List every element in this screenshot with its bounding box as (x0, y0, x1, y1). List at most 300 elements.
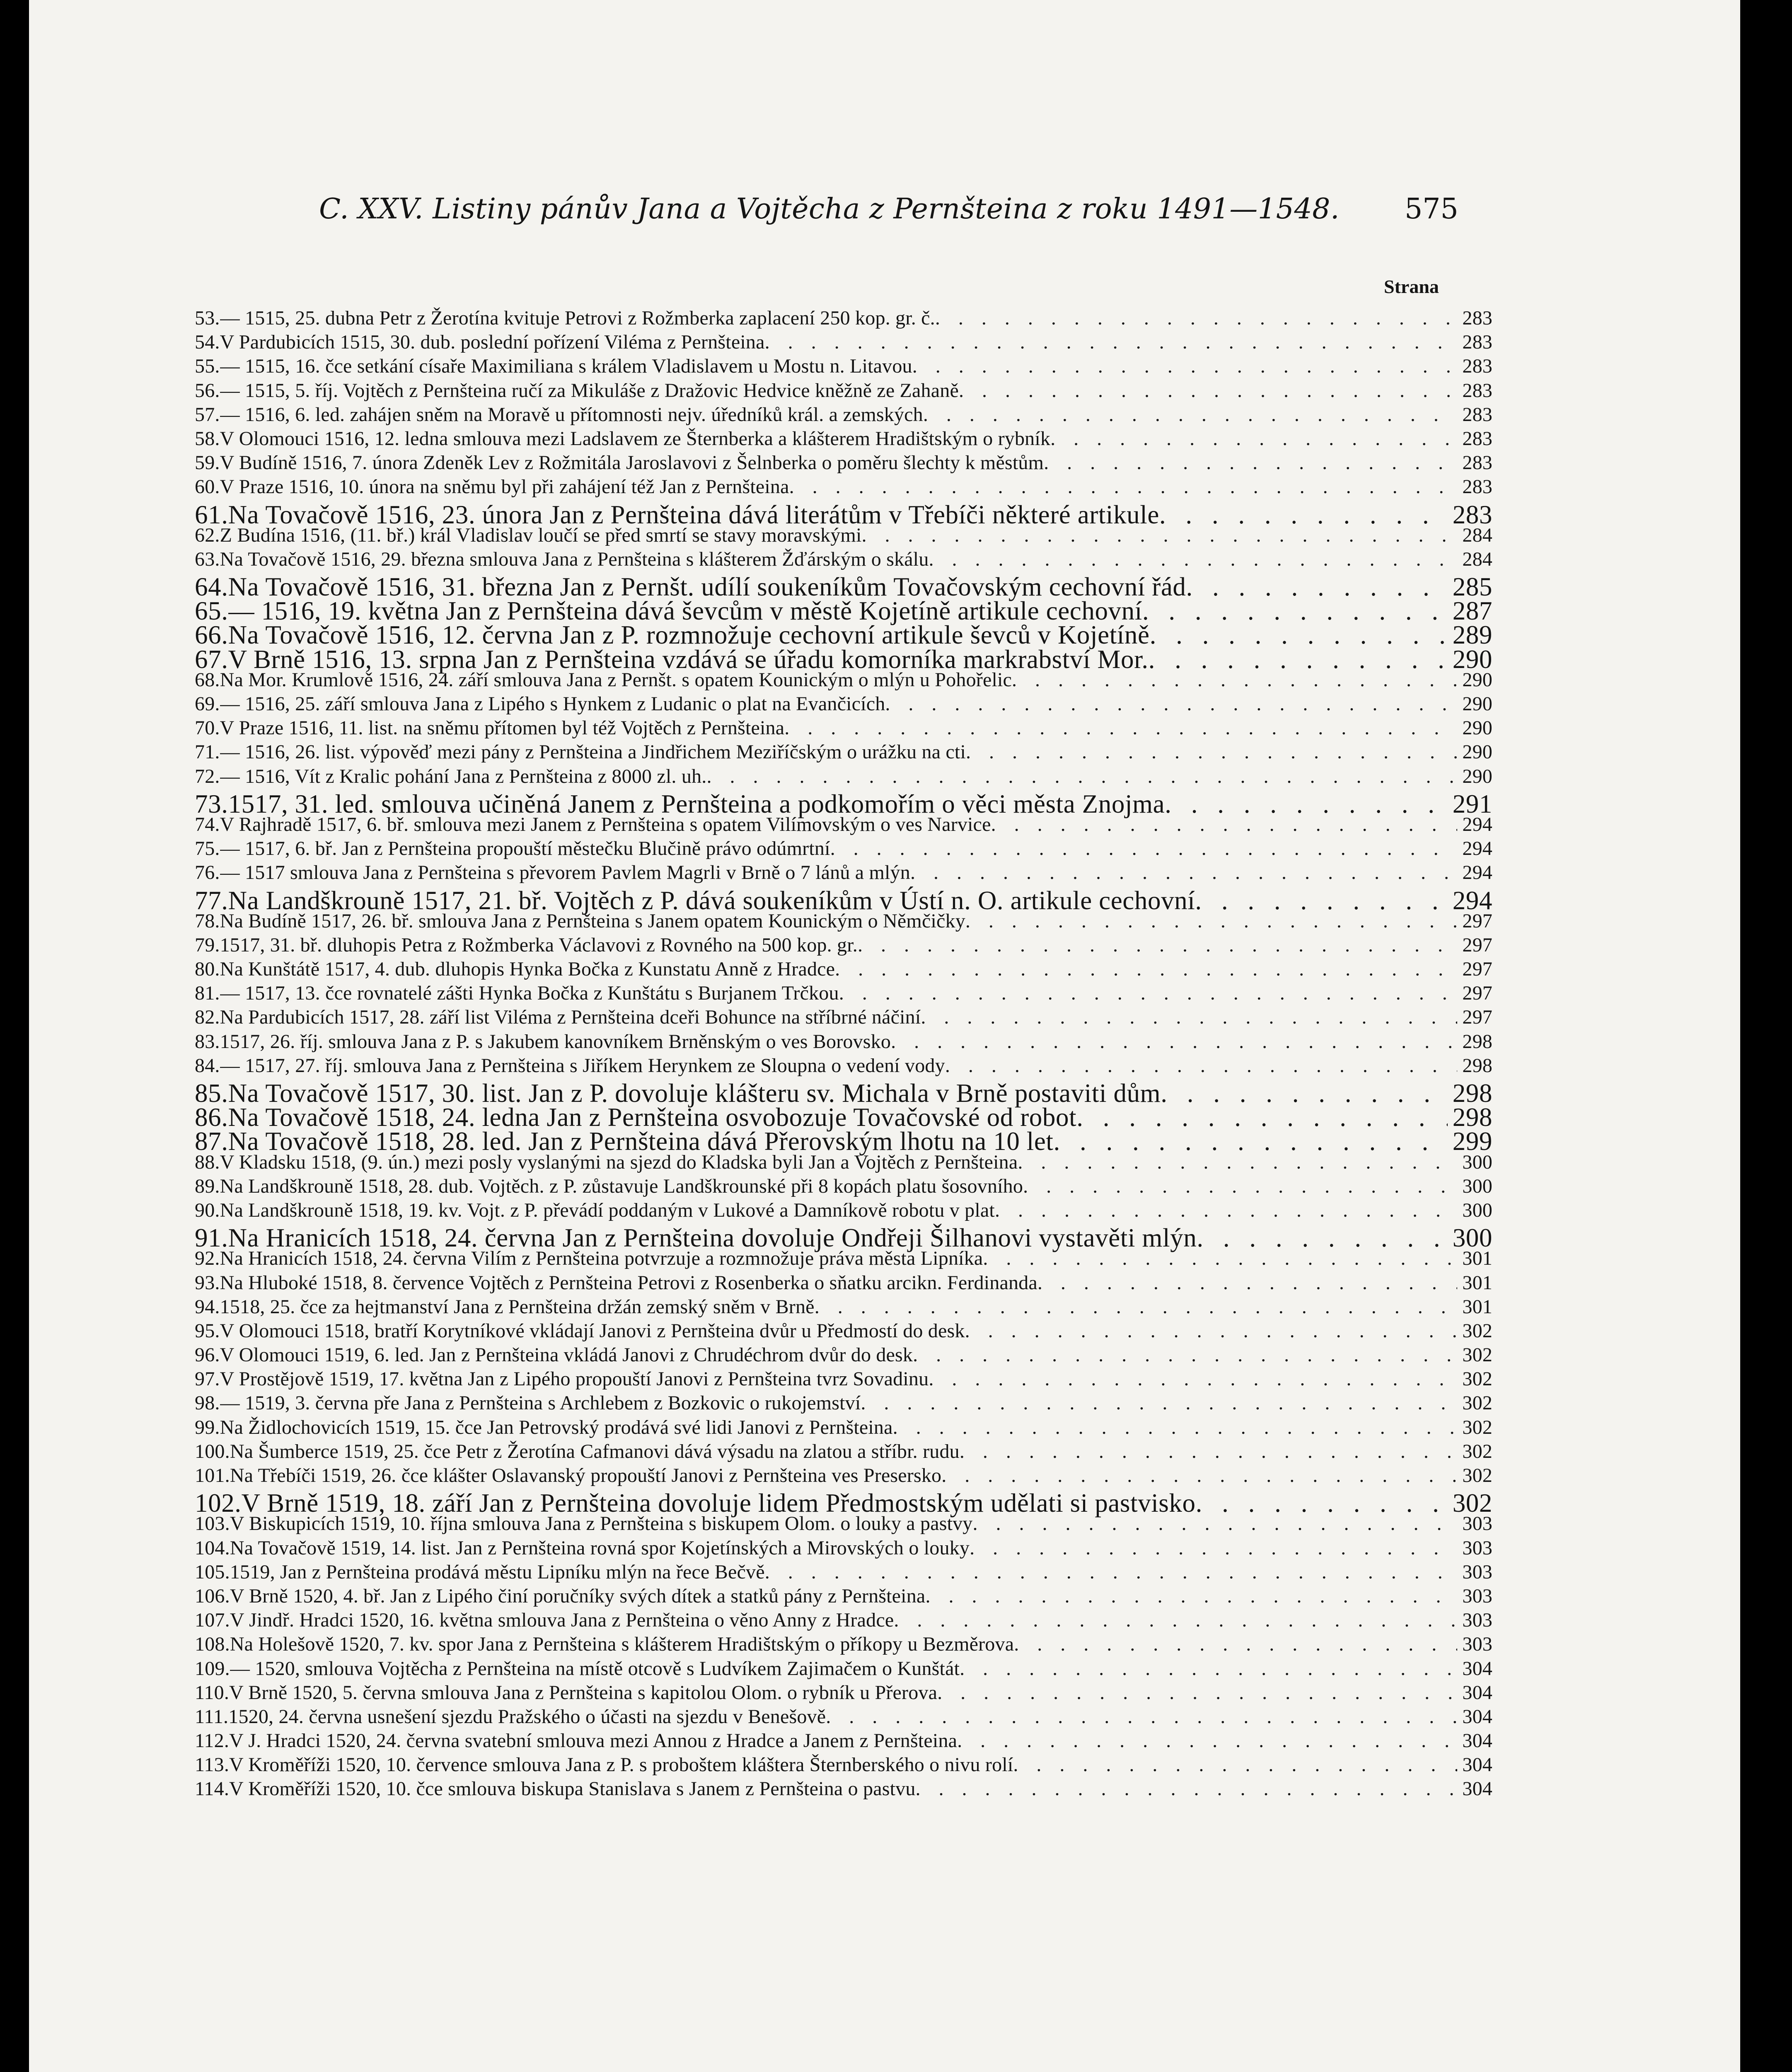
entry-text: Na Landškrouně 1518, 28. dub. Vojtěch. z P. zůstavuje Landškrounské při 8 kopách platu šosovního (220, 1175, 1023, 1197)
entry-number: 91. (195, 1223, 228, 1253)
entry-page: 298 (1452, 1103, 1492, 1132)
entry-number: 107. (195, 1609, 230, 1631)
toc-entry (195, 1295, 1492, 1319)
entry-text: Na Hluboké 1518, 8. července Vojtěch z Pernšteina Petrovi z Rosenberka o sňatku arcikn. Ferdinanda (220, 1271, 1037, 1294)
toc-entry (195, 1729, 1492, 1753)
dot-leader (965, 1319, 1458, 1342)
entry-page: 304 (1462, 1705, 1492, 1728)
entry-text: V J. Hradci 1520, 24. června svatební smlouva mezi Annou z Hradce a Janem z Pernšteina (229, 1730, 958, 1752)
entry-text: Na Šumberce 1519, 25. čce Petr z Žerotína Cafmanovi dává výsadu na zlatou a stříbr. rudu (230, 1440, 960, 1462)
dot-leader (861, 1392, 1457, 1414)
toc-entry (195, 668, 1492, 692)
dot-leader (891, 1030, 1457, 1053)
dot-leader (921, 1006, 1457, 1029)
entry-text: 1517, 26. říj. smlouva Jana z P. s Jakubem kanovníkem Brněnským o ves Borovsko (220, 1030, 891, 1053)
entry-number: 78. (195, 910, 220, 932)
entry-number: 53. (195, 307, 220, 329)
entry-page: 302 (1462, 1392, 1492, 1414)
entry-page: 299 (1452, 1127, 1492, 1156)
dot-leader (1023, 1175, 1457, 1198)
toc-entry (195, 403, 1492, 427)
entry-text: Na Tovačově 1517, 30. list. Jan z P. dovoluje klášteru sv. Michala v Brně postaviti dům (228, 1079, 1161, 1108)
dot-leader (861, 524, 1457, 547)
entry-number: 83. (195, 1030, 220, 1053)
entry-number: 106. (195, 1585, 230, 1607)
entry-page: 298 (1462, 1030, 1492, 1053)
entry-page: 294 (1452, 886, 1492, 915)
toc-entry (195, 741, 1492, 765)
entry-text: 1519, Jan z Pernšteina prodává městu Lipníku mlýn na řece Bečvě (230, 1561, 765, 1583)
entry-number: 57. (195, 403, 220, 426)
toc-entry (195, 1633, 1492, 1657)
entry-text: Na Židlochovicích 1519, 15. čce Jan Petrovský prodává své lidi Janovi z Pernšteina (220, 1416, 893, 1438)
entry-page: 283 (1462, 403, 1492, 426)
entry-number: 108. (195, 1633, 230, 1656)
toc-entry (195, 1368, 1492, 1392)
entry-text: Na Landškrouně 1517, 21. bř. Vojtěch z P. dává soukeníkům v Ústí n. O. artikule cechovní (228, 886, 1195, 915)
toc-entry (195, 1078, 1492, 1108)
entry-text: Na Budíně 1517, 26. bř. smlouva Jana z Pernšteina s Janem opatem Kounickým o Němčičky (220, 910, 965, 932)
entry-number: 76. (195, 862, 220, 884)
dot-leader (1018, 1151, 1457, 1174)
entry-text: V Brně 1520, 5. června smlouva Jana z Pernšteina s kapitolou Olom. o rybník u Přerova (229, 1681, 938, 1704)
entry-number: 114. (195, 1778, 230, 1800)
entry-text: V Biskupicích 1519, 10. října smlouva Jana z Pernšteina s biskupem Olom. o louky a pastvy (230, 1513, 973, 1535)
entry-number: 70. (195, 717, 220, 739)
toc-entry (195, 1102, 1492, 1132)
dot-leader (973, 1512, 1458, 1535)
entry-number: 95. (195, 1319, 220, 1342)
entry-page: 300 (1452, 1223, 1492, 1253)
toc-entry (195, 1488, 1492, 1518)
entry-text: — 1516, 6. led. zahájen sněm na Moravě u přítomnosti nejv. úředníků král. a zemských (220, 403, 923, 426)
toc-entry (195, 500, 1492, 529)
dot-leader (913, 1343, 1457, 1366)
entry-page: 303 (1462, 1633, 1492, 1656)
entry-text: — 1515, 25. dubna Petr z Žerotína kvituje Petrovi z Rožmberka zaplacení 250 kop. gr. č. (220, 307, 935, 329)
entry-page: 297 (1462, 1006, 1492, 1029)
entry-number: 82. (195, 1006, 220, 1029)
entry-page: 304 (1462, 1681, 1492, 1704)
dot-leader (929, 1368, 1457, 1390)
entry-text: Z Budína 1516, (11. bř.) král Vladislav loučí se před smrtí se stavy moravskými (220, 524, 862, 546)
entry-number: 59. (195, 452, 220, 474)
entry-number: 86. (195, 1103, 228, 1132)
entry-text: Na Tovačově 1516, 12. června Jan z P. rozmnožuje cechovní artikule ševců v Kojetíně (228, 620, 1150, 650)
entry-text: Na Pardubicích 1517, 28. září list Viléma z Pernšteina dceři Bohunce na stříbrné náčiní (220, 1006, 921, 1029)
toc-entry (195, 355, 1492, 379)
dot-leader (1037, 1271, 1458, 1294)
dot-leader (925, 1585, 1457, 1607)
entry-text: Na Tovačově 1516, 23. února Jan z Pernšteina dává literátům v Třebíči některé artikule (228, 500, 1159, 529)
dot-leader (960, 1657, 1457, 1680)
entry-page: 284 (1462, 524, 1492, 546)
toc-entry (195, 1151, 1492, 1175)
dot-leader (1050, 427, 1457, 450)
entry-number: 97. (195, 1368, 220, 1390)
entry-number: 94. (195, 1295, 220, 1318)
entry-number: 101. (195, 1464, 230, 1486)
entry-page: 283 (1452, 500, 1492, 529)
entry-page: 284 (1462, 548, 1492, 570)
dot-leader (1014, 1633, 1457, 1656)
entry-page: 294 (1462, 813, 1492, 835)
toc-entry (195, 1006, 1492, 1030)
toc-entry (195, 716, 1492, 741)
dot-leader (965, 910, 1458, 932)
entry-page: 297 (1462, 982, 1492, 1005)
entry-page: 290 (1452, 644, 1492, 674)
entry-text: — 1516, 25. září smlouva Jana z Lipého s Hynkem z Ludanic o plat na Evančicích (220, 693, 885, 715)
entry-number: 112. (195, 1730, 230, 1752)
entry-page: 283 (1462, 307, 1492, 329)
entry-page: 303 (1462, 1513, 1492, 1535)
entry-text: V Brně 1520, 4. bř. Jan z Lipého činí poručníky svých dítek a statků pány z Pernšteina (230, 1585, 926, 1607)
toc-entry (195, 524, 1492, 548)
entry-text: V Brně 1519, 18. září Jan z Pernšteina dovoluje lidem Předmostským udělati si pastvisko (241, 1489, 1196, 1518)
entry-number: 71. (195, 741, 220, 763)
dot-leader (858, 934, 1457, 956)
entry-page: 304 (1462, 1730, 1492, 1752)
entry-text: Na Tovačově 1516, 31. března Jan z Pernšt. udílí soukeníkům Tovačovským cechovní řád (228, 572, 1186, 602)
entry-number: 96. (195, 1344, 220, 1366)
toc-entry (195, 1440, 1492, 1464)
entry-page: 303 (1462, 1609, 1492, 1631)
entry-text: 1520, 24. června usnešení sjezdu Pražského o účasti na sjezdu v Benešově (228, 1705, 826, 1728)
dot-leader (966, 741, 1457, 763)
entry-page: 303 (1462, 1585, 1492, 1607)
toc-entry (195, 1585, 1492, 1609)
entry-number: 100. (195, 1440, 230, 1462)
entry-number: 104. (195, 1537, 230, 1559)
entry-number: 85. (195, 1079, 228, 1108)
entry-page: 304 (1462, 1778, 1492, 1800)
entry-number: 58. (195, 427, 220, 450)
dot-leader (765, 1561, 1458, 1583)
entry-page: 294 (1462, 862, 1492, 884)
toc-entry (195, 1609, 1492, 1633)
toc-entry (195, 1464, 1492, 1488)
entry-text: — 1519, 3. června pře Jana z Pernšteina s Archlebem z Bozkovic o rukojemství (220, 1392, 861, 1414)
entry-number: 61. (195, 500, 228, 529)
entry-page: 291 (1452, 789, 1492, 818)
entry-text: — 1516, 19. května Jan z Pernšteina dává ševcům v městě Kojetíně artikule cechovní (228, 596, 1142, 626)
entry-number: 56. (195, 379, 220, 402)
entry-text: — 1517 smlouva Jana z Pernšteina s převorem Pavlem Magrli v Brně o 7 lánů a mlýn (220, 862, 910, 884)
entry-number: 90. (195, 1199, 220, 1221)
entry-page: 285 (1452, 572, 1492, 602)
page-number: 575 (1405, 193, 1458, 225)
entry-number: 111. (195, 1705, 229, 1728)
toc-entry (195, 1705, 1492, 1729)
entry-page: 303 (1462, 1537, 1492, 1559)
entry-page: 283 (1462, 355, 1492, 378)
toc-entry (195, 1030, 1492, 1054)
entry-text: V Olomouci 1519, 6. led. Jan z Pernšteina vkládá Janovi z Chrudéchrom dvůr do desk (220, 1344, 913, 1366)
toc-entry (195, 1343, 1492, 1368)
toc-entry (195, 644, 1492, 674)
entry-text: — 1515, 16. čce setkání císaře Maximiliana s králem Vladislavem u Mostu n. Litavou (220, 355, 912, 378)
entry-text: V Olomouci 1518, bratří Korytníkové vkládají Janovi z Pernšteina dvůr u Předmostí do desk (220, 1319, 965, 1342)
toc-entry (195, 475, 1492, 499)
entry-text: Na Hranicích 1518, 24. června Jan z Pernšteina dovoluje Ondřeji Šilhanovi vystavěti mlýn (228, 1223, 1197, 1253)
entry-page: 283 (1462, 452, 1492, 474)
entry-text: — 1517, 6. bř. Jan z Pernšteina propouští městečku Blučině právo odúmrtní (220, 838, 830, 860)
toc-entry (195, 620, 1492, 650)
dot-leader (960, 1440, 1458, 1463)
toc-entry (195, 789, 1492, 818)
entry-page: 297 (1462, 934, 1492, 956)
book-page (29, 0, 1740, 2072)
dot-leader (765, 331, 1458, 353)
dot-leader (941, 1464, 1457, 1487)
dot-leader (815, 1295, 1458, 1318)
dot-leader (945, 1054, 1458, 1077)
entry-number: 74. (195, 813, 220, 835)
entry-text: V Kroměříži 1520, 10. července smlouva Jana z P. s proboštem kláštera Šternberského o nivu rolí (229, 1754, 1013, 1776)
entry-page: 283 (1462, 476, 1492, 498)
entry-number: 87. (195, 1127, 228, 1156)
entry-text: Na Mor. Krumlově 1516, 24. září smlouva Jana z Pernšt. s opatem Kounickým o mlýn u Pohořelic (220, 668, 1012, 691)
entry-text: 1518, 25. čce za hejtmanství Jana z Pernšteina držán zemský sněm v Brně (220, 1295, 815, 1318)
entry-text: — 1515, 5. říj. Vojtěch z Pernšteina ručí za Mikuláše z Dražovic Hedvice kněžně ze Zahaně (220, 379, 959, 402)
entry-number: 98. (195, 1392, 220, 1414)
entry-text: — 1517, 27. říj. smlouva Jana z Pernšteina s Jiříkem Herynkem ze Sloupna o vedení vody (220, 1054, 945, 1077)
entry-text: V Budíně 1516, 7. února Zdeněk Lev z Rožmitála Jaroslavovi z Šelnberka o poměru šlechty k městům (220, 452, 1044, 474)
toc-entry (195, 1416, 1492, 1440)
entry-text: 1517, 31. bř. dluhopis Petra z Rožmberka Václavovi z Rovného na 500 kop. gr. (220, 934, 858, 956)
entry-text: Na Tovačově 1516, 29. března smlouva Jana z Pernšteina s klášterem Žďárským o skálu (220, 548, 929, 570)
entry-text: Na Landškrouně 1518, 19. kv. Vojt. z P. převádí poddaným v Lukové a Damníkově robotu v plat (220, 1199, 995, 1221)
toc-entry (195, 427, 1492, 451)
entry-text: — 1516, Vít z Kralic pohání Jana z Pernšteina z 8000 zl. uh. (220, 765, 707, 787)
entry-page: 302 (1452, 1489, 1492, 1518)
table-of-contents (195, 307, 1492, 1802)
entry-page: 303 (1462, 1561, 1492, 1583)
dot-leader (784, 716, 1457, 739)
entry-page: 290 (1462, 765, 1492, 787)
toc-entry (195, 1271, 1492, 1295)
entry-page: 289 (1452, 620, 1492, 650)
dot-leader (910, 861, 1457, 884)
toc-entry (195, 379, 1492, 403)
entry-page: 304 (1462, 1657, 1492, 1680)
dot-leader (916, 1777, 1458, 1800)
entry-page: 283 (1462, 427, 1492, 450)
toc-entry (195, 307, 1492, 331)
toc-entry (195, 813, 1492, 837)
entry-page: 283 (1462, 379, 1492, 402)
entry-text: Na Tovačově 1519, 14. list. Jan z Pernšteina rovná spor Kojetínských a Mirovských o louky (230, 1537, 970, 1559)
entry-number: 84. (195, 1054, 220, 1077)
toc-entry (195, 692, 1492, 716)
toc-entry (195, 1537, 1492, 1561)
dot-leader (839, 982, 1458, 1005)
entry-number: 60. (195, 476, 220, 498)
toc-entry (195, 886, 1492, 915)
toc-entry (195, 934, 1492, 958)
toc-entry (195, 837, 1492, 861)
toc-entry (195, 1223, 1492, 1253)
entry-text: V Kroměříži 1520, 10. čce smlouva biskupa Stanislava s Janem z Pernšteina o pastvu (229, 1778, 916, 1800)
toc-entry (195, 331, 1492, 355)
entry-text: V Kladsku 1518, (9. ún.) mezi posly vyslanými na sjezd do Kladska byli Jan a Vojtěch z Pernšteina (220, 1151, 1018, 1173)
toc-entry (195, 451, 1492, 475)
toc-entry (195, 1175, 1492, 1199)
entry-number: 69. (195, 693, 220, 715)
entry-page: 290 (1462, 668, 1492, 691)
entry-text: V Rajhradě 1517, 6. bř. smlouva mezi Janem z Pernšteina s opatem Vilímovským o ves Narvice (220, 813, 991, 835)
toc-entry (195, 1126, 1492, 1156)
entry-page: 283 (1462, 331, 1492, 353)
entry-page: 302 (1462, 1344, 1492, 1366)
entry-number: 109. (195, 1657, 230, 1680)
dot-leader (935, 307, 1458, 329)
entry-page: 301 (1462, 1247, 1492, 1270)
toc-entry (195, 982, 1492, 1006)
toc-entry (195, 1681, 1492, 1705)
dot-leader (1012, 668, 1457, 691)
entry-page: 302 (1462, 1319, 1492, 1342)
toc-entry (195, 1561, 1492, 1585)
dot-leader (1013, 1753, 1457, 1776)
entry-page: 290 (1462, 717, 1492, 739)
entry-number: 99. (195, 1416, 220, 1438)
dot-leader (789, 475, 1458, 498)
entry-text: V Jindř. Hradci 1520, 16. května smlouva Jana z Pernšteina o věno Anny z Hradce (230, 1609, 894, 1631)
entry-text: V Prostějově 1519, 17. května Jan z Lipého propouští Janovi z Pernšteina tvrz Sovadinu (220, 1368, 929, 1390)
entry-page: 297 (1462, 910, 1492, 932)
entry-number: 93. (195, 1271, 220, 1294)
toc-entry (195, 765, 1492, 789)
entry-number: 81. (195, 982, 220, 1005)
toc-entry (195, 910, 1492, 934)
page-column-label: Strana (1384, 276, 1439, 297)
entry-number: 77. (195, 886, 228, 915)
dot-leader (830, 837, 1458, 860)
toc-entry (195, 861, 1492, 885)
entry-page: 302 (1462, 1368, 1492, 1390)
entry-page: 302 (1462, 1416, 1492, 1438)
dot-leader (957, 1729, 1457, 1752)
entry-number: 67. (195, 644, 228, 674)
dot-leader (995, 1199, 1457, 1222)
entry-number: 103. (195, 1513, 230, 1535)
entry-text: V Praze 1516, 10. února na sněmu byl při zahájení též Jan z Pernšteina (220, 476, 789, 498)
entry-text: — 1517, 13. čce rovnatelé zášti Hynka Bočka z Kunštátu s Burjanem Trčkou (220, 982, 839, 1005)
entry-number: 75. (195, 838, 220, 860)
entry-number: 63. (195, 548, 220, 570)
entry-number: 110. (195, 1681, 230, 1704)
entry-number: 88. (195, 1151, 220, 1173)
entry-number: 79. (195, 934, 220, 956)
entry-number: 72. (195, 765, 220, 787)
toc-entry (195, 1512, 1492, 1536)
entry-text: Na Třebíči 1519, 26. čce klášter Oslavanský propouští Janovi z Pernšteina ves Presersko (230, 1464, 942, 1486)
entry-text: — 1516, 26. list. výpověď mezi pány z Pernšteina a Jindřichem Meziříčským o urážku na cti (220, 741, 966, 763)
entry-text: — 1520, smlouva Vojtěcha z Pernšteina na místě otcově s Ludvíkem Zajimačem o Kunštát (230, 1657, 960, 1680)
entry-number: 73. (195, 789, 228, 818)
entry-text: Na Hranicích 1518, 24. června Vilím z Pernšteina potvrzuje a rozmnožuje práva města Lipníka (220, 1247, 983, 1270)
toc-entry (195, 1777, 1492, 1801)
entry-page: 290 (1462, 693, 1492, 715)
entry-number: 62. (195, 524, 220, 546)
entry-page: 300 (1462, 1199, 1492, 1221)
dot-leader (1044, 451, 1457, 474)
dot-leader (826, 1705, 1457, 1728)
toc-entry (195, 958, 1492, 982)
dot-leader (835, 958, 1457, 980)
toc-entry (195, 1392, 1492, 1416)
toc-entry (195, 572, 1492, 602)
entry-text: V Pardubicích 1515, 30. dub. poslední pořízení Viléma z Pernšteina (220, 331, 765, 353)
toc-entry (195, 1247, 1492, 1271)
entry-page: 300 (1462, 1175, 1492, 1197)
entry-text: V Brně 1516, 13. srpna Jan z Pernšteina vzdává se úřadu komorníka markrabství Mor. (228, 644, 1149, 674)
entry-page: 302 (1462, 1440, 1492, 1462)
dot-leader (923, 403, 1458, 426)
toc-entry (195, 1319, 1492, 1343)
entry-page: 301 (1462, 1271, 1492, 1294)
entry-text: V Praze 1516, 11. list. na sněmu přítomen byl též Vojtěch z Pernšteina (220, 717, 785, 739)
toc-entry (195, 548, 1492, 572)
dot-leader (893, 1416, 1458, 1439)
entry-number: 65. (195, 596, 228, 626)
entry-page: 300 (1462, 1151, 1492, 1173)
entry-page: 302 (1462, 1464, 1492, 1486)
entry-page: 290 (1462, 741, 1492, 763)
dot-leader (983, 1247, 1457, 1270)
entry-number: 68. (195, 668, 220, 691)
entry-text: Na Tovačově 1518, 28. led. Jan z Pernšteina dává Přerovským lhotu na 10 let (228, 1127, 1054, 1156)
entry-number: 54. (195, 331, 220, 353)
dot-leader (706, 765, 1457, 788)
toc-entry (195, 596, 1492, 626)
entry-number: 105. (195, 1561, 230, 1583)
entry-page: 297 (1462, 958, 1492, 980)
entry-number: 113. (195, 1754, 230, 1776)
dot-leader (929, 548, 1458, 571)
entry-number: 64. (195, 572, 228, 602)
entry-text: Na Holešově 1520, 7. kv. spor Jana z Pernšteina s klášterem Hradištským o příkopy u Bezměrova (230, 1633, 1014, 1656)
entry-number: 92. (195, 1247, 220, 1270)
dot-leader (937, 1681, 1457, 1704)
entry-number: 80. (195, 958, 220, 980)
dot-leader (912, 355, 1458, 378)
entry-text: Na Tovačově 1518, 24. ledna Jan z Pernšteina osvobozuje Tovačovské od robot (228, 1103, 1077, 1132)
entry-text: Na Kunštátě 1517, 4. dub. dluhopis Hynka Bočka z Kunstatu Anně z Hradce (220, 958, 835, 980)
toc-entry (195, 1054, 1492, 1078)
entry-number: 66. (195, 620, 228, 650)
entry-text: 1517, 31. led. smlouva učiněná Janem z Pernšteina a podkomořím o věci města Znojma (228, 789, 1165, 818)
entry-text: V Olomouci 1516, 12. ledna smlouva mezi Ladslavem ze Šternberka a klášterem Hradištským o rybník (220, 427, 1051, 450)
entry-number: 89. (195, 1175, 220, 1197)
dot-leader (885, 692, 1457, 715)
entry-page: 301 (1462, 1295, 1492, 1318)
toc-entry (195, 1657, 1492, 1681)
entry-number: 55. (195, 355, 220, 378)
dot-leader (970, 1537, 1457, 1559)
toc-entry (195, 1199, 1492, 1223)
running-header-title: C. XXV. Listiny pánův Jana a Vojtěcha z Pernšteina z roku 1491—1548. (319, 193, 1340, 225)
dot-leader (959, 379, 1457, 402)
entry-page: 298 (1462, 1054, 1492, 1077)
entry-page: 294 (1462, 838, 1492, 860)
entry-page: 304 (1462, 1754, 1492, 1776)
dot-leader (894, 1609, 1457, 1631)
entry-page: 298 (1452, 1079, 1492, 1108)
entry-page: 287 (1452, 596, 1492, 626)
